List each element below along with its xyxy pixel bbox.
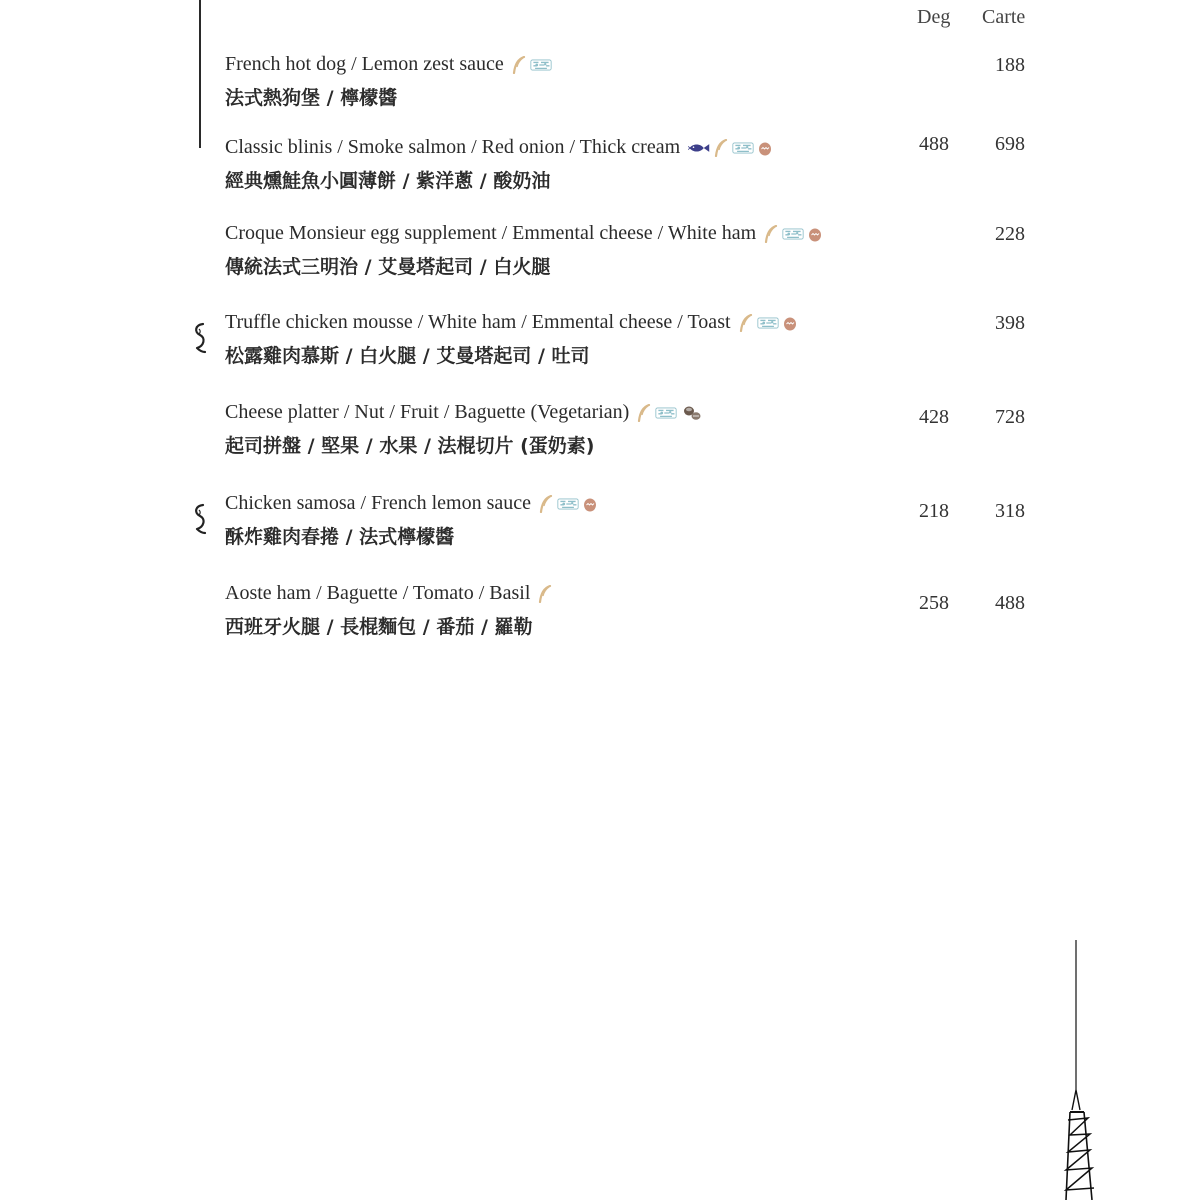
eiffel-tower-sketch-icon: [1060, 940, 1100, 1200]
price-carte: 398: [995, 312, 1025, 334]
menu-item-chinese: 法式熱狗堡 / 檸檬醬: [225, 87, 398, 109]
menu-item-chinese: 西班牙火腿 / 長棍麵包 / 番茄 / 羅勒: [225, 616, 533, 638]
menu-item-english: [225, 492, 597, 515]
menu-item: [225, 311, 1045, 381]
dairy-cow-icon: [782, 226, 804, 242]
wheat-icon: [538, 585, 552, 603]
egg-icon: [808, 226, 822, 242]
menu-item: [225, 133, 1045, 206]
price-carte: 318: [995, 500, 1025, 522]
menu-item-english: [225, 401, 703, 424]
allergen-icons: [512, 56, 552, 74]
wheat-icon: [539, 495, 553, 513]
menu-item: [225, 401, 1045, 471]
price-carte: 188: [995, 54, 1025, 76]
dairy-cow-icon: [732, 140, 754, 156]
menu-item-chinese: 松露雞肉慕斯 / 白火腿 / 艾曼塔起司 / 吐司: [225, 345, 590, 367]
menu-item-chinese: 經典燻鮭魚小圓薄餅 / 紫洋蔥 / 酸奶油: [225, 170, 551, 192]
menu-item-english: [225, 582, 552, 605]
egg-icon: [758, 140, 772, 156]
egg-icon: [583, 496, 597, 512]
menu-item-english-text: Aoste ham / Baguette / Tomato / Basil: [225, 582, 531, 604]
dairy-cow-icon: [530, 57, 552, 73]
fish-icon: [688, 140, 710, 156]
menu-item-english-text: Croque Monsieur egg supplement / Emmental cheese / White ham: [225, 222, 757, 244]
column-header-carte: Carte: [982, 6, 1026, 28]
menu-item-chinese: 傳統法式三明治 / 艾曼塔起司 / 白火腿: [225, 256, 551, 278]
menu-item: [225, 492, 1045, 562]
menu-item-english-text: Truffle chicken mousse / White ham / Emmental cheese / Toast: [225, 311, 731, 333]
price-deg: 218: [919, 500, 949, 522]
wheat-icon: [739, 314, 753, 332]
menu-item: [225, 222, 1045, 292]
column-header-deg: Deg: [917, 6, 951, 28]
wheat-icon: [764, 225, 778, 243]
price-carte: 728: [995, 406, 1025, 428]
dairy-cow-icon: [557, 496, 579, 512]
egg-icon: [783, 315, 797, 331]
price-deg: 488: [919, 133, 949, 155]
allergen-icons: [637, 404, 703, 422]
nut-icon: [681, 405, 703, 421]
menu-item-english-text: Cheese platter / Nut / Fruit / Baguette (Vegetarian): [225, 401, 630, 423]
menu-item-chinese: 起司拼盤 / 堅果 / 水果 / 法棍切片 (蛋奶素): [225, 435, 595, 457]
wheat-icon: [512, 56, 526, 74]
allergen-icons: [539, 495, 597, 513]
price-carte: 228: [995, 223, 1025, 245]
price-deg: 428: [919, 406, 949, 428]
allergen-icons: [538, 585, 552, 603]
dairy-cow-icon: [757, 315, 779, 331]
signature-dish-icon: [191, 321, 209, 355]
wheat-icon: [714, 139, 728, 157]
allergen-icons: [688, 139, 772, 157]
menu-item-english-text: Chicken samosa / French lemon sauce: [225, 492, 532, 514]
menu-item-english: [225, 136, 772, 159]
menu-item: [225, 53, 1045, 123]
price-carte: 488: [995, 592, 1025, 614]
dairy-cow-icon: [655, 405, 677, 421]
allergen-icons: [764, 225, 822, 243]
left-vertical-rule: [199, 0, 201, 148]
menu-item-english: [225, 311, 797, 334]
menu-item-english-text: French hot dog / Lemon zest sauce: [225, 53, 504, 75]
menu-item: [225, 582, 1045, 652]
allergen-icons: [739, 314, 797, 332]
menu-item-chinese: 酥炸雞肉春捲 / 法式檸檬醬: [225, 526, 455, 548]
menu-item-english-text: Classic blinis / Smoke salmon / Red onion / Thick cream: [225, 136, 681, 158]
menu-item-english: [225, 222, 822, 245]
wheat-icon: [637, 404, 651, 422]
signature-dish-icon: [191, 502, 209, 536]
price-carte: 698: [995, 133, 1025, 155]
price-deg: 258: [919, 592, 949, 614]
menu-item-english: [225, 53, 552, 76]
